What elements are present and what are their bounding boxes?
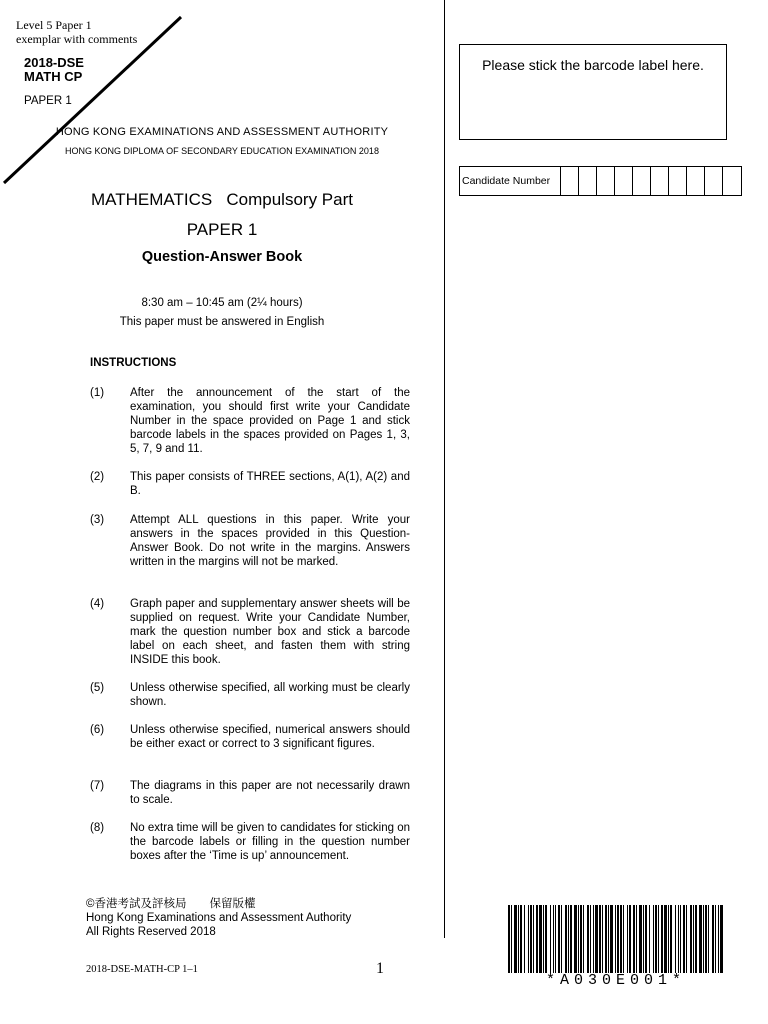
instruction-number: (8)	[90, 822, 105, 834]
candidate-number-cell[interactable]	[579, 167, 597, 195]
instruction-text: Unless otherwise specified, numerical answers should be either exact or correct to 3 significant figures.	[130, 724, 410, 750]
candidate-number-cell[interactable]	[669, 167, 687, 195]
candidate-number-cell[interactable]	[615, 167, 633, 195]
page-divider-line	[444, 0, 445, 938]
book-title: Question-Answer Book	[141, 249, 303, 265]
candidate-number-cell[interactable]	[561, 167, 579, 195]
instruction-text: No extra time will be given to candidates for sticking on the barcode labels or filling in the question number boxes after the ‘Time is up’ announcement.	[130, 822, 410, 862]
footer-code: 2018-DSE-MATH-CP 1–1	[86, 964, 198, 975]
copyright-rights: All Rights Reserved 2018	[86, 926, 216, 938]
candidate-number-cell[interactable]	[723, 167, 741, 195]
instruction-item	[90, 821, 410, 881]
instruction-number: (3)	[90, 514, 105, 526]
exam-name: HONG KONG DIPLOMA OF SECONDARY EDUCATION EXAMINATION 2018	[65, 146, 379, 156]
barcode-text: *A030E001*	[545, 972, 686, 989]
candidate-number-cell[interactable]	[651, 167, 669, 195]
instruction-number: (4)	[90, 598, 105, 610]
instruction-text: After the announcement of the start of the examination, you should first write your Candidate Number in the space provided on Page 1 and stick barcode labels in the spaces provided on Pages 1, 3, 5, 7, 9 and 11.	[130, 387, 410, 455]
instruction-item	[90, 779, 410, 809]
barcode-label-box	[459, 44, 727, 140]
instruction-item	[90, 386, 410, 455]
candidate-number-cell[interactable]	[705, 167, 723, 195]
candidate-number-cell[interactable]	[687, 167, 705, 195]
margin-note-line2: exemplar with comments	[16, 32, 138, 46]
margin-note-line1: Level 5 Paper 1	[16, 18, 92, 32]
barcode-bars	[508, 905, 724, 973]
instructions-heading: INSTRUCTIONS	[90, 357, 177, 369]
instruction-number: (7)	[90, 780, 105, 792]
instruction-text: Unless otherwise specified, all working must be clearly shown.	[130, 682, 410, 708]
candidate-number-label: Candidate Number	[460, 167, 561, 195]
exam-time: 8:30 am – 10:45 am (2¼ hours)	[141, 297, 303, 309]
authority-name: HONG KONG EXAMINATIONS AND ASSESSMENT AUTHORITY	[55, 126, 389, 138]
paper-title: PAPER 1	[186, 220, 258, 239]
barcode-label-text: Please stick the barcode label here.	[482, 57, 704, 73]
paper-code: PAPER 1	[24, 95, 72, 107]
instruction-item	[90, 723, 410, 767]
instruction-number: (6)	[90, 724, 105, 736]
instruction-text: This paper consists of THREE sections, A(1), A(2) and B.	[130, 471, 410, 497]
candidate-number-cell[interactable]	[633, 167, 651, 195]
instruction-number: (5)	[90, 682, 105, 694]
exam-code: 2018-DSE	[24, 55, 84, 70]
instruction-text: The diagrams in this paper are not necessarily drawn to scale.	[130, 780, 410, 806]
margin-note	[16, 18, 137, 46]
corner-code-block	[24, 56, 84, 84]
language-note: This paper must be answered in English	[119, 316, 325, 328]
subject-title: MATHEMATICS Compulsory Part	[91, 190, 353, 209]
instruction-text: Attempt ALL questions in this paper. Write your answers in the spaces provided in this Question-Answer Book. Do not write in the margins. Answers written in the margins will not be marked.	[130, 514, 410, 568]
instruction-item	[90, 470, 410, 500]
page-number: 1	[376, 960, 384, 977]
candidate-number-cell[interactable]	[597, 167, 615, 195]
subject-code: MATH CP	[24, 69, 83, 84]
instruction-number: (1)	[90, 387, 105, 399]
instruction-text: Graph paper and supplementary answer sheets will be supplied on request. Write your Candidate Number, mark the question number box and stick a barcode label on each sheet, and fasten them with string INSIDE this book.	[130, 598, 410, 666]
instruction-item	[90, 513, 410, 573]
copyright-english: Hong Kong Examinations and Assessment Authority	[86, 912, 352, 924]
instruction-item	[90, 597, 410, 666]
candidate-number-box[interactable]	[459, 166, 742, 196]
copyright-chinese: ©香港考試及評核局 保留版權	[86, 898, 256, 910]
instruction-item	[90, 681, 410, 711]
instruction-number: (2)	[90, 471, 105, 483]
copyright-block	[86, 897, 351, 939]
